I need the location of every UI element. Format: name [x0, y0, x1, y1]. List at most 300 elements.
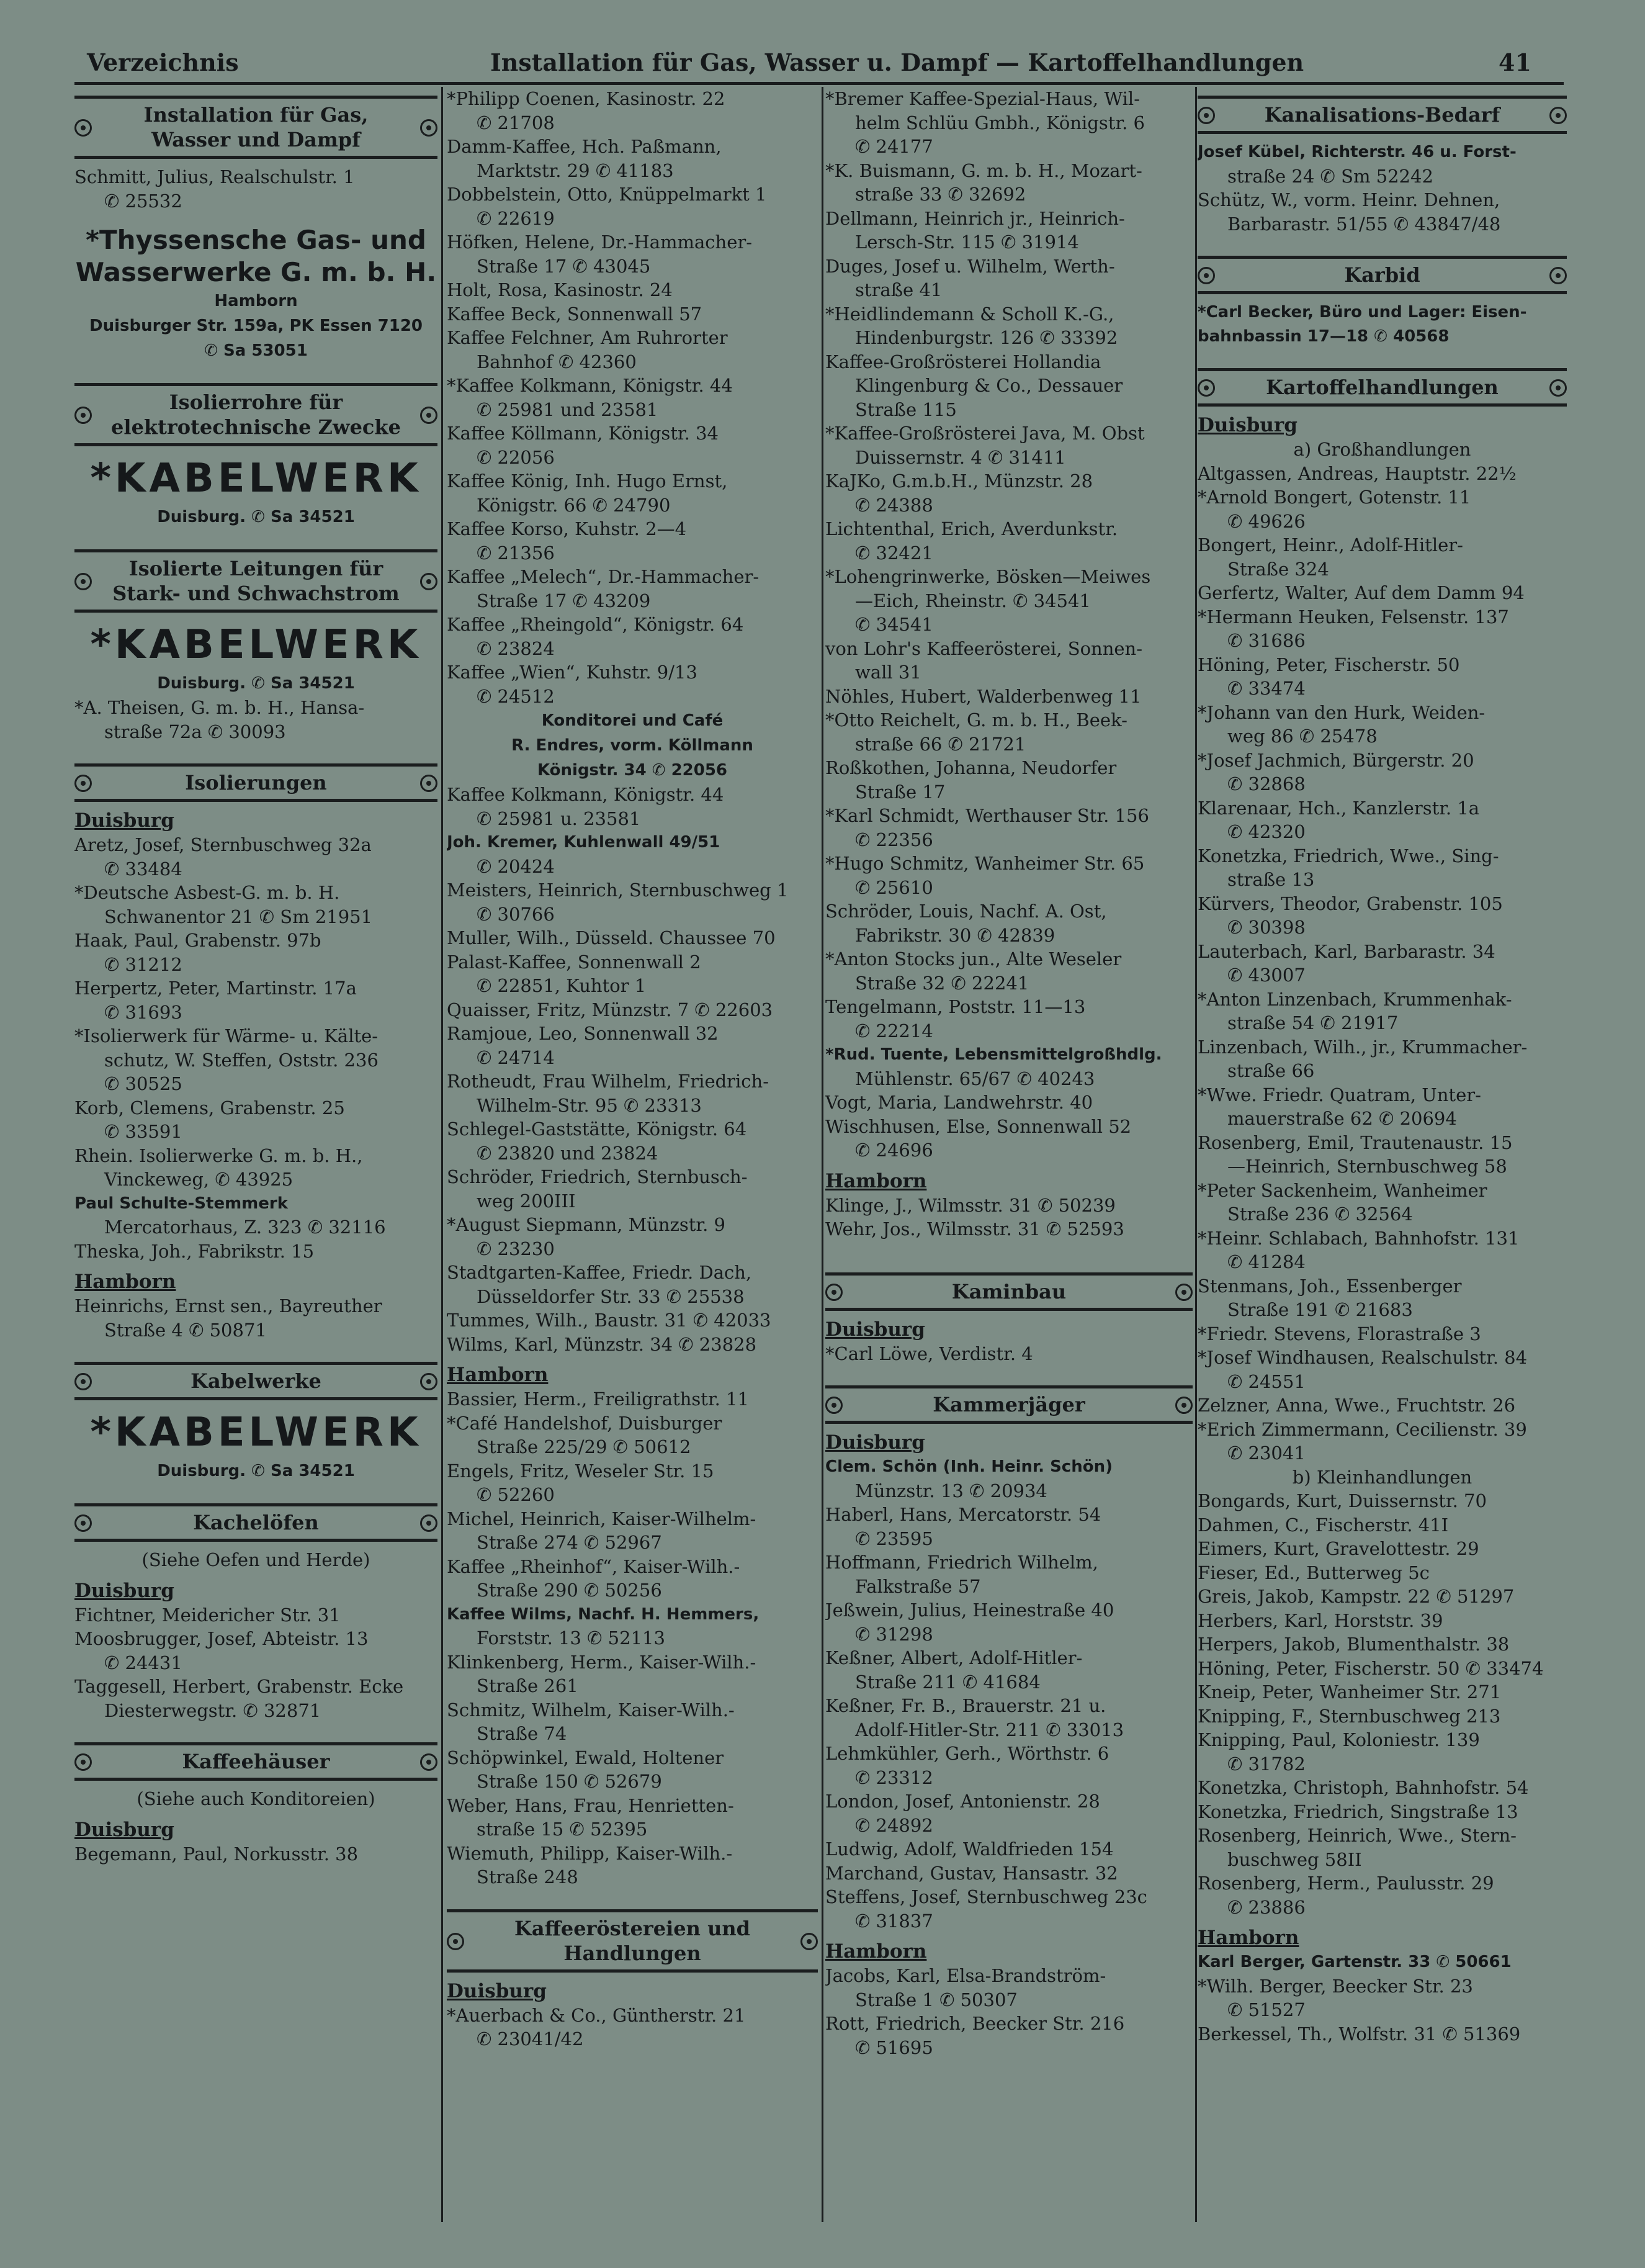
entry-continuation: ✆ 33484 [104, 858, 182, 880]
ornament-icon [1549, 267, 1567, 284]
entry-line: Schlegel-Gaststätte, Königstr. 64 [447, 1118, 747, 1140]
entry-line: Ramjoue, Leo, Sonnenwall 32 [447, 1023, 719, 1044]
entry-continuation: Straße 274 ✆ 52967 [477, 1532, 662, 1553]
entry-line: Rosenberg, Emil, Trautenaustr. 15 [1198, 1132, 1513, 1153]
entry-line: Quaisser, Fritz, Münzstr. 7 ✆ 22603 [447, 999, 773, 1020]
entry-line: *Anton Stocks jun., Alte Weseler [825, 948, 1122, 970]
entry-continuation: ✆ 24892 [855, 1814, 933, 1836]
entry-continuation: Vinckeweg, ✆ 43925 [104, 1169, 294, 1190]
section-heading [74, 1503, 437, 1542]
entry-line: Haberl, Hans, Mercatorstr. 54 [825, 1504, 1101, 1525]
entry-line: Bongards, Kurt, Duissernstr. 70 [1198, 1490, 1487, 1511]
entry-line-bold: Paul Schulte-Stemmerk [74, 1194, 289, 1213]
entry-continuation: ✆ 22356 [855, 829, 933, 850]
entry-continuation: ✆ 43007 [1227, 965, 1306, 986]
entry-continuation: ✆ 34541 [855, 614, 933, 635]
section-heading [447, 1909, 818, 1973]
section-heading [1198, 368, 1567, 407]
entry-line: Fieser, Ed., Butterweg 5c [1198, 1562, 1430, 1583]
city-heading: Hamborn [447, 1364, 549, 1386]
entry-continuation: ✆ 25981 und 23581 [477, 398, 658, 420]
entry-continuation: weg 200III [477, 1190, 576, 1212]
entry-line: Duges, Josef u. Wilhelm, Werth- [825, 255, 1115, 277]
entry-line: *Carl Löwe, Verdistr. 4 [825, 1343, 1033, 1364]
entry-continuation: ✆ 24696 [855, 1140, 933, 1161]
entry-line: *Johann van den Hurk, Weiden- [1198, 701, 1486, 723]
entry-line: Kaffee König, Inh. Hugo Ernst, [447, 470, 728, 492]
ornament-icon [825, 1284, 843, 1301]
advert-line: Duisburg. ✆ Sa 34521 [157, 1462, 355, 1480]
entry-continuation: ✆ 23041 [1227, 1442, 1306, 1464]
entry-continuation: Münzstr. 13 ✆ 20934 [855, 1480, 1047, 1501]
entry-line: Begemann, Paul, Norkusstr. 38 [74, 1843, 359, 1865]
ornament-icon [74, 1514, 92, 1532]
entry-line: Kaffee „Rheinhof“, Kaiser-Wilh.- [447, 1555, 740, 1577]
entry-line: *Philipp Coenen, Kasinostr. 22 [447, 88, 725, 109]
entry-continuation: ✆ 23824 [477, 637, 555, 659]
entry-line: Kaffee Felchner, Am Ruhrorter [447, 327, 728, 348]
entry-continuation: Straße 150 ✆ 52679 [477, 1771, 662, 1792]
city-heading: Duisburg [74, 809, 174, 832]
entry-line: Höfken, Helene, Dr.-Hammacher- [447, 232, 753, 253]
entry-line: *Isolierwerk für Wärme- u. Kälte- [74, 1025, 379, 1046]
spacer [74, 1722, 437, 1734]
advert-line: Duisburg. ✆ Sa 34521 [157, 508, 355, 526]
city-heading: Duisburg [1198, 414, 1298, 436]
section-title: Kabelwerke [190, 1369, 321, 1393]
entry-line: *Kaffee-Großrösterei Java, M. Obst [825, 423, 1145, 444]
entry-line: Höning, Peter, Fischerstr. 50 ✆ 33474 [1198, 1657, 1544, 1679]
note-line: (Siehe Oefen und Herde) [141, 1549, 370, 1570]
advert-logo-text: *KABELWERK [90, 456, 422, 502]
entry-line-bold: Clem. Schön (Inh. Heinr. Schön) [825, 1457, 1113, 1476]
header-title: Installation für Gas, Wasser u. Dampf — Kartoffelhandlungen [490, 48, 1304, 76]
entry-line: *Peter Sackenheim, Wanheimer [1198, 1179, 1487, 1201]
entry-line: *Heinr. Schlabach, Bahnhofstr. 131 [1198, 1227, 1520, 1249]
spacer [74, 529, 437, 541]
entry-continuation: ✆ 33474 [1227, 678, 1306, 699]
entry-continuation: Marktstr. 29 ✆ 41183 [477, 160, 674, 181]
entry-line: Rosenberg, Herm., Paulusstr. 29 [1198, 1873, 1494, 1894]
ornament-icon [420, 1753, 437, 1771]
entry-line: Heinrichs, Ernst sen., Bayreuther [74, 1295, 382, 1316]
entry-line: Kaffee-Großrösterei Hollandia [825, 351, 1101, 372]
entry-continuation: Fabrikstr. 30 ✆ 42839 [855, 924, 1056, 946]
entry-line: Eimers, Kurt, Gravelottestr. 29 [1198, 1538, 1479, 1559]
ornament-icon [1198, 379, 1215, 397]
entry-line: *Kaffee Kolkmann, Königstr. 44 [447, 375, 733, 396]
entry-continuation: Straße 236 ✆ 32564 [1227, 1204, 1413, 1225]
entry-line: Wiemuth, Philipp, Kaiser-Wilh.- [447, 1842, 733, 1864]
advert-line: Königstr. 34 ✆ 22056 [537, 761, 728, 780]
ornament-icon [74, 775, 92, 792]
entry-line: Rhein. Isolierwerke G. m. b. H., [74, 1145, 363, 1166]
entry-line: *Hugo Schmitz, Wanheimer Str. 65 [825, 853, 1145, 874]
entry-continuation: straße 15 ✆ 52395 [477, 1819, 648, 1840]
entry-line: Weber, Hans, Frau, Henrietten- [447, 1794, 734, 1816]
entry-line: Bassier, Herm., Freiligrathstr. 11 [447, 1388, 749, 1410]
city-heading: Duisburg [447, 1979, 547, 2002]
section-heading [825, 1272, 1193, 1311]
ornament-icon [420, 775, 437, 792]
section-title: Karbid [1344, 263, 1420, 287]
entry-continuation: Straße 4 ✆ 50871 [104, 1319, 267, 1341]
entry-continuation: Straße 17 ✆ 43045 [477, 255, 651, 277]
entry-line: Roßkothen, Johanna, Neudorfer [825, 757, 1117, 778]
entry-line: Engels, Fritz, Weseler Str. 15 [447, 1460, 714, 1482]
entry-line: Klarenaar, Hch., Kanzlerstr. 1a [1198, 797, 1480, 819]
entry-line: Gerfertz, Walter, Auf dem Damm 94 [1198, 582, 1525, 603]
entry-line: *Deutsche Asbest-G. m. b. H. [74, 882, 340, 903]
entry-continuation: Hindenburgstr. 126 ✆ 33392 [855, 327, 1118, 348]
entry-line: Muller, Wilh., Düsseld. Chaussee 70 [447, 927, 776, 948]
entry-line: Kaffee „Wien“, Kuhstr. 9/13 [447, 662, 697, 683]
entry-continuation: ✆ 23595 [855, 1528, 933, 1549]
entry-line: Kaffee Kolkmann, Königstr. 44 [447, 784, 724, 805]
entry-line: Moosbrugger, Josef, Abteistr. 13 [74, 1628, 369, 1649]
section-title: Isolierte Leitungen für [128, 557, 383, 580]
entry-continuation: Straße 74 [477, 1723, 567, 1744]
entry-line-bold: bahnbassin 17—18 ✆ 40568 [1198, 326, 1450, 346]
entry-continuation: straße 24 ✆ Sm 52242 [1227, 165, 1433, 187]
section-title: Kaffeeröstereien und [514, 1916, 750, 1940]
spacer [1198, 348, 1567, 359]
entry-continuation: Forststr. 13 ✆ 52113 [477, 1627, 665, 1649]
advert-line: ✆ Sa 53051 [204, 341, 308, 360]
entry-line: *Café Handelshof, Duisburger [447, 1412, 722, 1434]
spacer [74, 363, 437, 374]
entry-line: von Lohr's Kaffeerösterei, Sonnen- [825, 637, 1143, 659]
entry-continuation: helm Schlüu Gmbh., Königstr. 6 [855, 112, 1145, 133]
entry-line: Kaffee Beck, Sonnenwall 57 [447, 303, 702, 325]
entry-continuation: straße 72a ✆ 30093 [104, 721, 286, 742]
advert-title: Wasserwerke G. m. b. H. [75, 257, 437, 287]
entry-continuation: weg 86 ✆ 25478 [1227, 726, 1378, 747]
entry-line: Knipping, Paul, Koloniestr. 139 [1198, 1729, 1480, 1750]
entry-continuation: ✆ 33591 [104, 1121, 182, 1142]
entry-continuation: ✆ 41284 [1227, 1251, 1306, 1272]
entry-line-bold: Joh. Kremer, Kuhlenwall 49/51 [447, 833, 720, 852]
entry-line: Konetzka, Friedrich, Singstraße 13 [1198, 1801, 1518, 1822]
entry-line: London, Josef, Antonienstr. 28 [825, 1791, 1100, 1812]
entry-line: Holt, Rosa, Kasinostr. 24 [447, 279, 673, 300]
entry-line: *Arnold Bongert, Gotenstr. 11 [1198, 487, 1471, 508]
entry-continuation: ✆ 31837 [855, 1910, 933, 1932]
entry-line: Knipping, F., Sternbuschweg 213 [1198, 1705, 1501, 1727]
page-number: 41 [1499, 48, 1531, 76]
entry-continuation: ✆ 24388 [855, 494, 933, 516]
entry-continuation: ✆ 30766 [477, 903, 555, 925]
entry-continuation: Königstr. 66 ✆ 24790 [477, 494, 671, 516]
entry-line: Kaffee „Melech“, Dr.-Hammacher- [447, 566, 760, 587]
entry-line: Konetzka, Friedrich, Wwe., Sing- [1198, 845, 1499, 866]
ornament-icon [1198, 107, 1215, 124]
entry-line: Fichtner, Meidericher Str. 31 [74, 1604, 341, 1626]
entry-line-bold: Karl Berger, Gartenstr. 33 ✆ 50661 [1198, 1953, 1512, 1971]
entry-continuation: Straße 211 ✆ 41684 [855, 1671, 1041, 1693]
entry-continuation: ✆ 24714 [477, 1046, 555, 1068]
entry-continuation: Düsseldorfer Str. 33 ✆ 25538 [477, 1285, 745, 1307]
column-4 [1198, 87, 1567, 2222]
entry-line: Palast-Kaffee, Sonnenwall 2 [447, 951, 701, 973]
entry-continuation: schutz, W. Steffen, Oststr. 236 [104, 1049, 379, 1071]
entry-line: Taggesell, Herbert, Grabenstr. Ecke [74, 1676, 404, 1697]
entry-line: Rott, Friedrich, Beecker Str. 216 [825, 2013, 1125, 2034]
entry-continuation: ✆ 42320 [1227, 821, 1306, 842]
city-heading: Hamborn [825, 1169, 927, 1192]
entry-line: Haak, Paul, Grabenstr. 97b [74, 930, 321, 951]
entry-continuation: —Heinrich, Sternbuschweg 58 [1227, 1156, 1507, 1177]
section-heading [74, 383, 437, 446]
entry-line: Ludwig, Adolf, Waldfrieden 154 [825, 1838, 1114, 1860]
entry-continuation: Straße 115 [855, 398, 957, 420]
entry-line: Jeßwein, Julius, Heinestraße 40 [825, 1600, 1114, 1621]
entry-line: Herpertz, Peter, Martinstr. 17a [74, 978, 357, 999]
entry-line: Schütz, W., vorm. Heinr. Dehnen, [1198, 189, 1500, 210]
entry-continuation: ✆ 31693 [104, 1001, 182, 1023]
section-heading [825, 1385, 1193, 1424]
entry-line: *A. Theisen, G. m. b. H., Hansa- [74, 697, 365, 718]
entry-line: *Otto Reichelt, G. m. b. H., Beek- [825, 709, 1127, 731]
entry-line: Berkessel, Th., Wolfstr. 31 ✆ 51369 [1198, 2023, 1521, 2045]
ornament-icon [74, 119, 92, 137]
entry-line: Höning, Peter, Fischerstr. 50 [1198, 654, 1460, 675]
ornament-icon [825, 1397, 843, 1414]
advert-line: Duisburg. ✆ Sa 34521 [157, 674, 355, 693]
entry-line: Klinge, J., Wilmsstr. 31 ✆ 50239 [825, 1194, 1116, 1216]
entry-continuation: straße 13 [1227, 869, 1315, 890]
entry-line: Schöpwinkel, Ewald, Holtener [447, 1747, 724, 1768]
entry-line: *Wilh. Berger, Beecker Str. 23 [1198, 1975, 1473, 1997]
city-heading: Hamborn [1198, 1927, 1299, 1949]
column-divider [822, 87, 823, 2222]
entry-line: Herpers, Jakob, Blumenthalstr. 38 [1198, 1634, 1510, 1655]
section-heading [74, 549, 437, 613]
entry-continuation: ✆ 30398 [1227, 917, 1306, 938]
entry-continuation: ✆ 22619 [477, 207, 555, 229]
entry-continuation: ✆ 31686 [1227, 630, 1306, 651]
entry-continuation: Straße 261 [477, 1675, 578, 1696]
entry-continuation: ✆ 22214 [855, 1020, 933, 1042]
note-line: a) Großhandlungen [1293, 439, 1471, 460]
section-title: Handlungen [563, 1941, 701, 1965]
entry-line: *Anton Linzenbach, Krummenhak- [1198, 988, 1512, 1010]
entry-continuation: ✆ 23312 [855, 1766, 933, 1788]
entry-line: Michel, Heinrich, Kaiser-Wilhelm- [447, 1508, 756, 1529]
entry-line: *Hermann Heuken, Felsenstr. 137 [1198, 606, 1509, 628]
entry-continuation: Klingenburg & Co., Dessauer [855, 375, 1123, 396]
entry-continuation: ✆ 31298 [855, 1623, 933, 1645]
section-title: elektrotechnische Zwecke [111, 415, 401, 439]
entry-continuation: straße 66 ✆ 21721 [855, 733, 1026, 755]
entry-continuation: Barbarastr. 51/55 ✆ 43847/48 [1227, 213, 1501, 235]
section-title: Isolierrohre für [169, 390, 343, 414]
ornament-icon [1198, 267, 1215, 284]
advert-line: Duisburger Str. 159a, PK Essen 7120 [89, 317, 423, 335]
entry-line: Schröder, Friedrich, Sternbusch- [447, 1166, 748, 1187]
entry-continuation: Duissernstr. 4 ✆ 31411 [855, 446, 1066, 468]
entry-continuation: Straße 17 ✆ 43209 [477, 590, 651, 611]
ornament-icon [420, 1373, 437, 1390]
header-rule [74, 82, 1564, 85]
advert-logo-text: *KABELWERK [90, 1410, 422, 1456]
entry-continuation: ✆ 24177 [855, 136, 933, 157]
advert-line: Hamborn [214, 292, 298, 310]
entry-continuation: Wilhelm-Str. 95 ✆ 23313 [477, 1094, 702, 1116]
entry-continuation: Straße 1 ✆ 50307 [855, 1989, 1018, 2010]
city-heading: Duisburg [74, 1579, 174, 1602]
section-title: Isolierungen [185, 771, 327, 794]
entry-line: Rotheudt, Frau Wilhelm, Friedrich- [447, 1071, 769, 1092]
city-heading: Duisburg [74, 1818, 174, 1841]
entry-line-bold: Kaffee Wilms, Nachf. H. Hemmers, [447, 1604, 760, 1624]
entry-continuation: ✆ 24512 [477, 685, 555, 707]
ornament-icon [420, 407, 437, 424]
entry-continuation: ✆ 32421 [855, 542, 933, 564]
city-heading: Hamborn [825, 1940, 927, 1963]
entry-line: Wischhusen, Else, Sonnenwall 52 [825, 1115, 1132, 1137]
spacer [74, 1342, 437, 1353]
entry-line: Lehmkühler, Gerh., Wörthstr. 6 [825, 1743, 1109, 1764]
entry-line: Schmitt, Julius, Realschulstr. 1 [74, 166, 355, 187]
city-heading: Duisburg [825, 1431, 925, 1454]
entry-line: Linzenbach, Wilh., jr., Krummacher- [1198, 1036, 1528, 1058]
entry-continuation: straße 66 [1227, 1060, 1315, 1081]
column-3 [825, 87, 1193, 2222]
entry-continuation: Straße 324 [1227, 558, 1329, 580]
entry-line: Wilms, Karl, Münzstr. 34 ✆ 23828 [447, 1333, 757, 1355]
entry-line: Rosenberg, Heinrich, Wwe., Stern- [1198, 1825, 1517, 1846]
spacer [447, 1889, 818, 1901]
entry-continuation: ✆ 51695 [855, 2036, 933, 2058]
entry-continuation: ✆ 23230 [477, 1238, 555, 1259]
note-line: (Siehe auch Konditoreien) [137, 1788, 375, 1809]
entry-continuation: Bahnhof ✆ 42360 [477, 351, 637, 372]
entry-line: *Heidlindemann & Scholl K.-G., [825, 303, 1114, 325]
entry-line: *Auerbach & Co., Güntherstr. 21 [447, 2004, 746, 2026]
spacer [825, 1253, 1193, 1264]
entry-continuation: ✆ 31212 [104, 953, 182, 975]
entry-line: Aretz, Josef, Sternbuschweg 32a [74, 834, 372, 855]
entry-line: Herbers, Karl, Horststr. 39 [1198, 1609, 1443, 1631]
entry-line: Dobbelstein, Otto, Knüppelmarkt 1 [447, 184, 767, 205]
spacer [825, 1241, 1193, 1253]
entry-line: *Josef Jachmich, Bürgerstr. 20 [1198, 749, 1474, 771]
city-heading: Hamborn [74, 1271, 176, 1293]
entry-continuation: straße 54 ✆ 21917 [1227, 1012, 1399, 1033]
entry-line: Kaffee Korso, Kuhstr. 2—4 [447, 518, 687, 539]
entry-line: Dahmen, C., Fischerstr. 41I [1198, 1514, 1449, 1536]
entry-line: Lichtenthal, Erich, Averdunkstr. [825, 518, 1118, 539]
ornament-icon [74, 407, 92, 424]
entry-continuation: ✆ 23886 [1227, 1896, 1306, 1918]
section-heading [1198, 96, 1567, 134]
entry-continuation: ✆ 25532 [104, 190, 182, 212]
ornament-icon [420, 1514, 437, 1532]
section-heading [1198, 256, 1567, 294]
entry-continuation: Diesterwegstr. ✆ 32871 [104, 1699, 321, 1721]
entry-continuation: Straße 191 ✆ 21683 [1227, 1299, 1413, 1320]
entry-line: Korb, Clemens, Grabenstr. 25 [74, 1097, 345, 1118]
entry-line: KaJKo, G.m.b.H., Münzstr. 28 [825, 470, 1093, 492]
entry-line: *Wwe. Friedr. Quatram, Unter- [1198, 1084, 1481, 1105]
entry-continuation: ✆ 51527 [1227, 1999, 1306, 2020]
entry-line: Theska, Joh., Fabrikstr. 15 [74, 1240, 315, 1262]
entry-continuation: ✆ 22851, Kuhtor 1 [477, 975, 647, 996]
entry-continuation: —Eich, Rheinstr. ✆ 34541 [855, 590, 1091, 611]
entry-line: *Karl Schmidt, Werthauser Str. 156 [825, 805, 1149, 826]
entry-continuation: Lersch-Str. 115 ✆ 31914 [855, 232, 1079, 253]
entry-line: *Josef Windhausen, Realschulstr. 84 [1198, 1347, 1528, 1368]
entry-line: *K. Buismann, G. m. b. H., Mozart- [825, 160, 1142, 181]
entry-continuation: Straße 225/29 ✆ 50612 [477, 1436, 691, 1457]
entry-line: Stenmans, Joh., Essenberger [1198, 1275, 1462, 1297]
entry-continuation: Mühlenstr. 65/67 ✆ 40243 [855, 1068, 1095, 1089]
city-heading: Duisburg [825, 1318, 925, 1341]
entry-line: *Lohengrinwerke, Bösken—Meiwes [825, 566, 1151, 587]
entry-continuation: ✆ 23041/42 [477, 2028, 584, 2050]
entry-continuation: straße 41 [855, 279, 943, 300]
entry-continuation: Straße 32 ✆ 22241 [855, 972, 1029, 994]
entry-line-bold: Josef Kübel, Richterstr. 46 u. Forst- [1198, 143, 1517, 161]
entry-continuation: buschweg 58II [1227, 1848, 1362, 1870]
entry-line: *Bremer Kaffee-Spezial-Haus, Wil- [825, 88, 1140, 109]
entry-continuation: Schwanentor 21 ✆ Sm 21951 [104, 906, 373, 927]
entry-line: Stadtgarten-Kaffee, Friedr. Dach, [447, 1262, 752, 1283]
section-title: Kanalisations-Bedarf [1264, 103, 1500, 127]
entry-continuation: ✆ 52260 [477, 1484, 555, 1505]
entry-continuation: Straße 290 ✆ 50256 [477, 1580, 662, 1601]
entry-continuation: ✆ 24551 [1227, 1370, 1306, 1392]
ornament-icon [420, 119, 437, 137]
entry-continuation: ✆ 24431 [104, 1652, 182, 1673]
section-heading [74, 96, 437, 159]
entry-continuation: ✆ 49626 [1227, 510, 1306, 532]
section-title: Wasser und Dampf [151, 128, 361, 151]
ornament-icon [1549, 379, 1567, 397]
entry-continuation: mauerstraße 62 ✆ 20694 [1227, 1108, 1457, 1129]
entry-line: Nöhles, Hubert, Walderbenweg 11 [825, 685, 1142, 707]
entry-line: Tummes, Wilh., Baustr. 31 ✆ 42033 [447, 1310, 771, 1331]
advert-logo-text: *KABELWERK [90, 622, 422, 668]
column-1 [74, 87, 437, 2222]
entry-line: Wehr, Jos., Wilmsstr. 31 ✆ 52593 [825, 1218, 1124, 1240]
entry-line: Keßner, Fr. B., Brauerstr. 21 u. [825, 1695, 1106, 1716]
entry-continuation: wall 31 [855, 662, 921, 683]
ornament-icon [1175, 1397, 1193, 1414]
entry-continuation: ✆ 21356 [477, 542, 555, 564]
ornament-icon [74, 1373, 92, 1390]
entry-continuation: ✆ 20424 [477, 855, 555, 877]
entry-line: Schröder, Louis, Nachf. A. Ost, [825, 901, 1107, 922]
entry-line: Tengelmann, Poststr. 11—13 [825, 996, 1086, 1017]
entry-line: Konetzka, Christoph, Bahnhofstr. 54 [1198, 1777, 1529, 1798]
note-line: b) Kleinhandlungen [1292, 1466, 1472, 1488]
ornament-icon [420, 573, 437, 590]
entry-line: Greis, Jakob, Kampstr. 22 ✆ 51297 [1198, 1586, 1515, 1607]
section-title: Kammerjäger [933, 1393, 1085, 1416]
section-title: Stark- und Schwachstrom [112, 582, 400, 605]
advert-line: Konditorei und Café [541, 711, 724, 730]
column-divider [441, 87, 443, 2222]
entry-line: Meisters, Heinrich, Sternbuschweg 1 [447, 880, 789, 901]
entry-line: Jacobs, Karl, Elsa-Brandström- [825, 1965, 1106, 1986]
entry-continuation: ✆ 32868 [1227, 773, 1306, 794]
header-left: Verzeichnis [87, 48, 239, 76]
ornament-icon [1549, 107, 1567, 124]
column-2 [447, 87, 818, 2222]
entry-line: Kneip, Peter, Wanheimer Str. 271 [1198, 1681, 1502, 1703]
